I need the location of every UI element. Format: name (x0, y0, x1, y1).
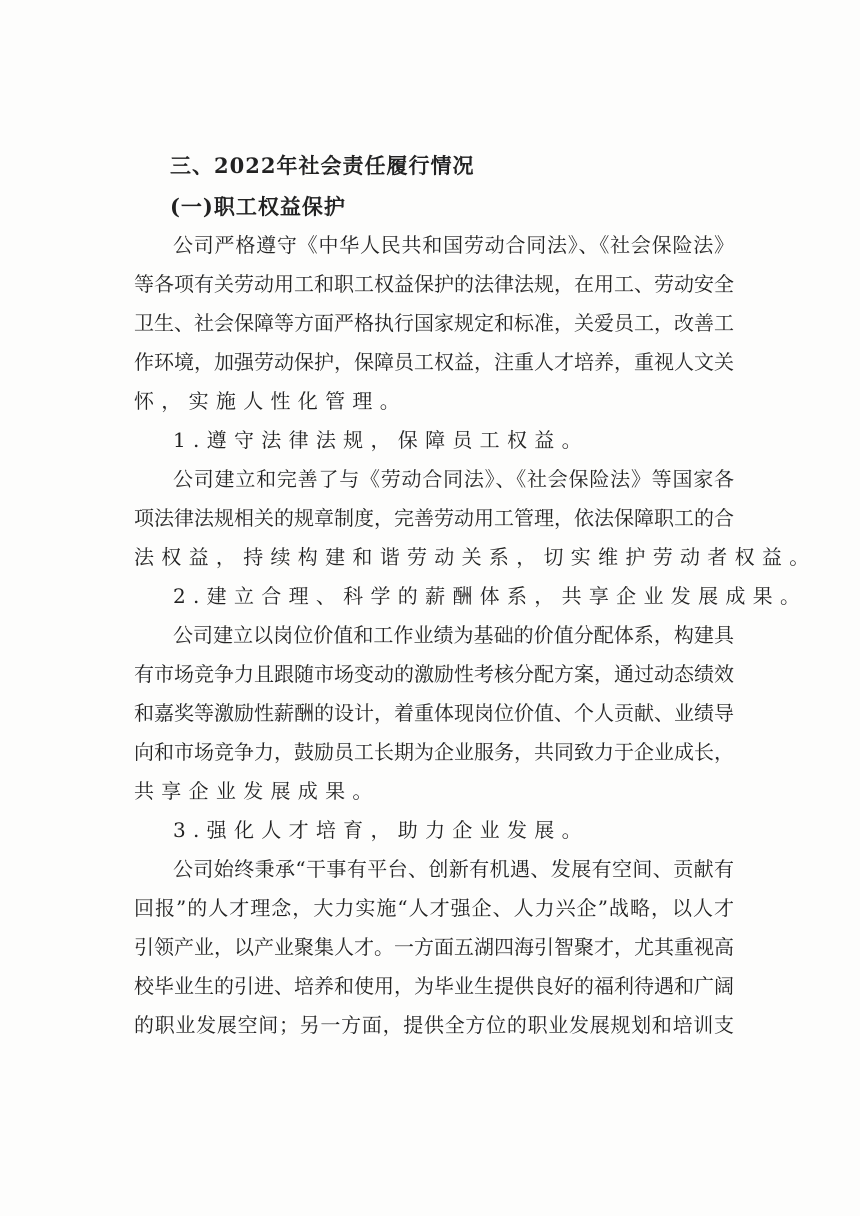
text-line: 3.强化人才培育，助力企业发展。 (173, 818, 589, 842)
text-line: 公司始终秉承“干事有平台、创新有机遇、发展有空间、贡献有 (173, 857, 734, 881)
text-line: 怀，实施人性化管理。 (134, 389, 407, 413)
text-line: 向和市场竞争力，鼓励员工长期为企业服务，共同致力于企业成长， (134, 740, 734, 764)
section-title: 三、2022年社会责任履行情况 (170, 153, 475, 178)
text-line: 共享企业发展成果。 (134, 779, 380, 803)
text-line: 引领产业，以产业聚集人才。一方面五湖四海引智聚才，尤其重视高 (134, 935, 734, 959)
text-line: 2.建立合理、科学的薪酬体系，共享企业发展成果。 (173, 584, 808, 608)
text-line: 公司严格遵守《中华人民共和国劳动合同法》、《社会保险法》 (173, 233, 734, 257)
text-line: 1.遵守法律法规，保障员工权益。 (173, 428, 589, 452)
text-line: 卫生、社会保障等方面严格执行国家规定和标准，关爱员工，改善工 (134, 311, 734, 335)
text-line: 和嘉奖等激励性薪酬的设计，着重体现岗位价值、个人贡献、业绩导 (134, 701, 734, 725)
text-line: 回报”的人才理念，大力实施“人才强企、人力兴企”战略，以人才 (134, 896, 734, 920)
subsection-title: (一)职工权益保护 (170, 194, 346, 219)
text-line: 有市场竞争力且跟随市场变动的激励性考核分配方案，通过动态绩效 (134, 662, 734, 686)
text-line: 公司建立以岗位价值和工作业绩为基础的价值分配体系，构建具 (173, 623, 734, 647)
text-line: 项法律法规相关的规章制度，完善劳动用工管理，依法保障职工的合 (134, 506, 734, 530)
text-line: 作环境，加强劳动保护，保障员工权益，注重人才培养，重视人文关 (134, 350, 734, 374)
text-line: 校毕业生的引进、培养和使用，为毕业生提供良好的福利待遇和广阔 (134, 974, 734, 998)
text-line: 法权益，持续构建和谐劳动关系，切实维护劳动者权益。 (134, 545, 817, 569)
text-line: 的职业发展空间；另一方面，提供全方位的职业发展规划和培训支 (134, 1013, 734, 1037)
text-line: 公司建立和完善了与《劳动合同法》、《社会保险法》等国家各 (173, 467, 734, 491)
text-line: 等各项有关劳动用工和职工权益保护的法律法规，在用工、劳动安全 (134, 272, 734, 296)
